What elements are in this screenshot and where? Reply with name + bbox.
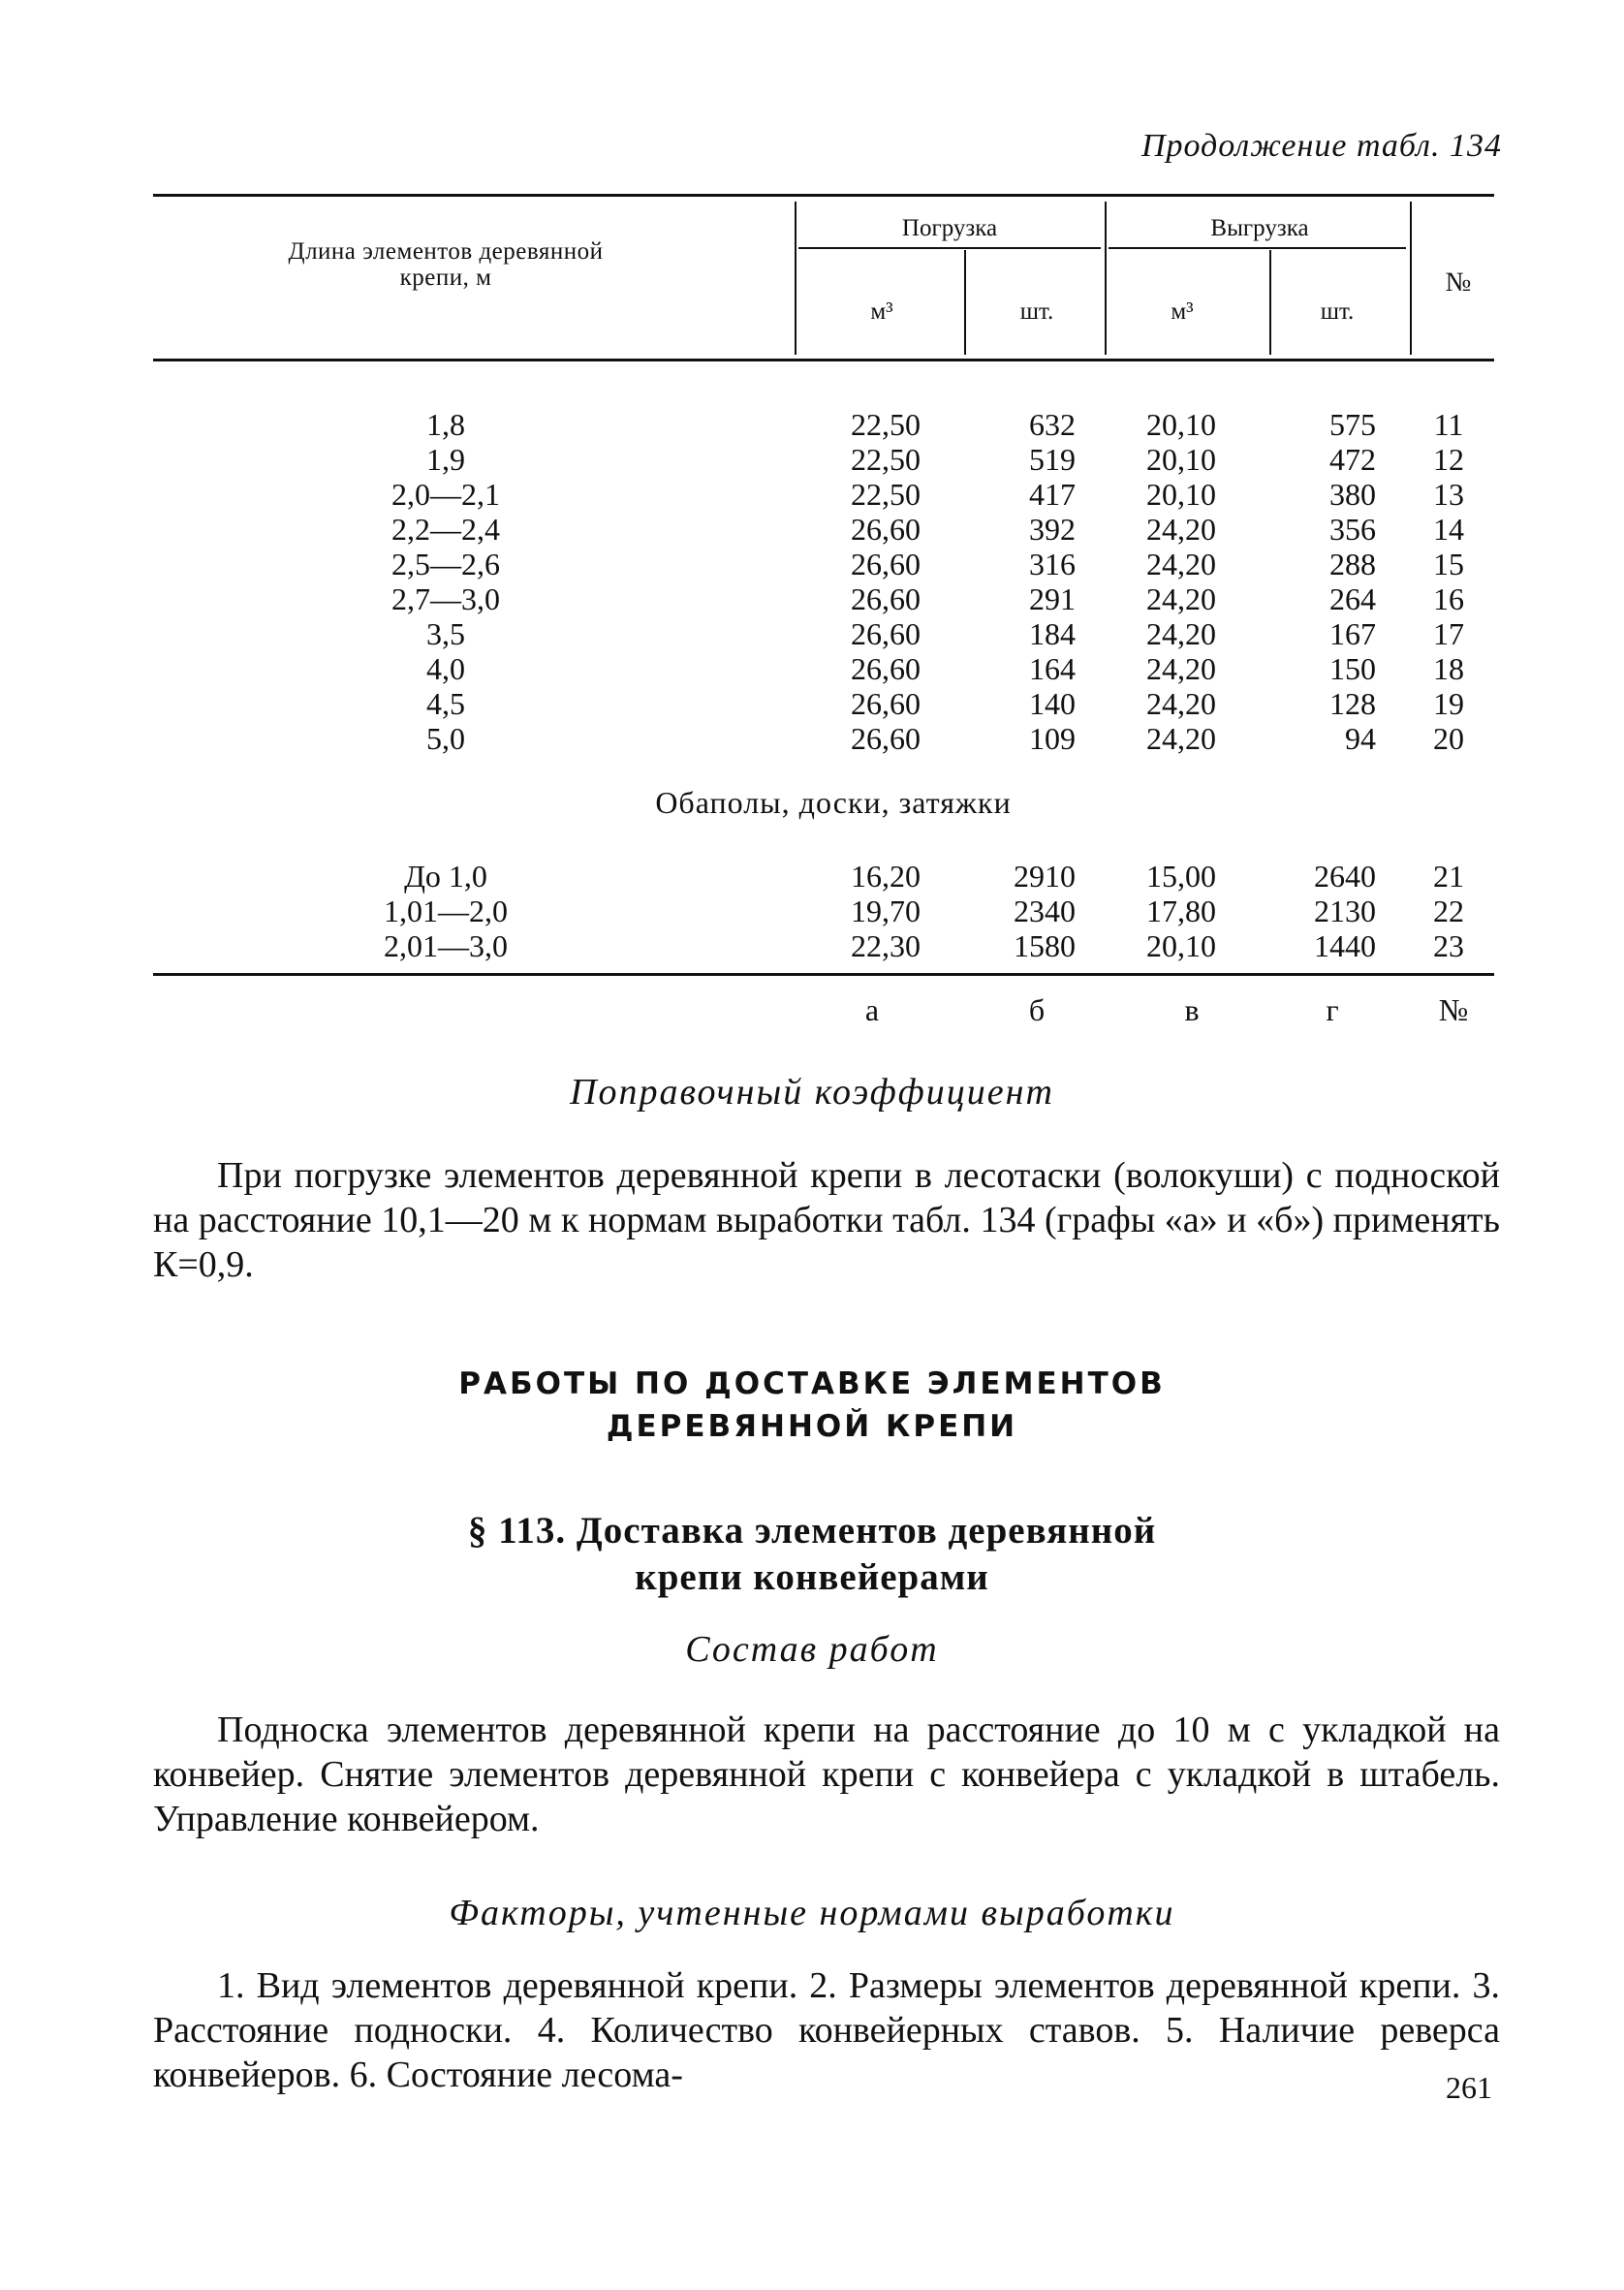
header-divider [1105,202,1107,355]
column-label-b: б [1028,992,1046,1027]
header-divider [795,202,796,355]
cell-b: 316 [1029,547,1076,581]
column-label-g: г [1326,992,1339,1027]
table-row [0,512,1624,547]
column-label-n: № [1438,992,1469,1027]
cell-g: 356 [1329,512,1376,547]
cell-v: 20,10 [1146,928,1216,963]
table-row [0,686,1624,721]
cell-v: 24,20 [1146,721,1216,756]
cell-length: 1,9 [426,442,465,477]
cell-n: 11 [1433,407,1464,442]
cell-g: 150 [1329,651,1376,686]
cell-length: 2,01—3,0 [384,928,508,963]
cell-g: 1440 [1314,928,1376,963]
cell-b: 2910 [1014,859,1076,894]
cell-length: 2,0—2,1 [391,477,500,512]
header-group-rule [798,247,1101,249]
table-row [0,477,1624,512]
cell-g: 288 [1329,547,1376,581]
cell-b: 184 [1029,616,1076,651]
table-continuation-caption: Продолжение табл. 134 [1140,128,1502,164]
page-number: 261 [1446,2070,1492,2105]
cell-n: 20 [1433,721,1464,756]
cell-v: 24,20 [1146,581,1216,616]
cell-v: 24,20 [1146,512,1216,547]
cell-length: 2,7—3,0 [391,581,500,616]
cell-g: 2640 [1314,859,1376,894]
cell-n: 18 [1433,651,1464,686]
section-title-line-2: ДЕРЕВЯННОЙ КРЕПИ [606,1409,1018,1444]
table-row [0,721,1624,756]
cell-b: 2340 [1014,894,1076,928]
header-number: № [1445,267,1472,298]
header-loading: Погрузка [901,215,998,241]
cell-a: 26,60 [851,721,921,756]
cell-g: 264 [1329,581,1376,616]
cell-a: 26,60 [851,512,921,547]
cell-b: 1580 [1014,928,1076,963]
cell-a: 26,60 [851,581,921,616]
cell-g: 575 [1329,407,1376,442]
table-row [0,651,1624,686]
cell-a: 26,60 [851,651,921,686]
cell-n: 17 [1433,616,1464,651]
cell-b: 392 [1029,512,1076,547]
table-row [0,894,1624,928]
cell-a: 22,50 [851,477,921,512]
cell-v: 24,20 [1146,651,1216,686]
cell-a: 26,60 [851,616,921,651]
table-row [0,407,1624,442]
header-unloading: Выгрузка [1210,215,1309,241]
header-loading-m3: м³ [870,298,893,325]
cell-g: 128 [1329,686,1376,721]
cell-a: 22,50 [851,407,921,442]
cell-b: 632 [1029,407,1076,442]
cell-g: 94 [1345,721,1376,756]
header-unloading-m3: м³ [1171,298,1194,325]
cell-b: 519 [1029,442,1076,477]
cell-a: 26,60 [851,547,921,581]
cell-a: 19,70 [851,894,921,928]
header-divider [964,250,966,355]
cell-n: 19 [1433,686,1464,721]
correction-text: При погрузке элементов деревянной крепи в лесотаски (волокуши) с подноской на расстояние 10,1—20 м к нормам выработки табл. 134 (графы «а» и «б») применять К=0,9. [153,1155,1500,1285]
cell-v: 20,10 [1146,442,1216,477]
cell-n: 21 [1433,859,1464,894]
header-divider [1410,202,1412,355]
cell-g: 472 [1329,442,1376,477]
cell-v: 24,20 [1146,547,1216,581]
cell-g: 167 [1329,616,1376,651]
cell-b: 417 [1029,477,1076,512]
factors-title: Факторы, учтенные нормами выработки [449,1893,1175,1933]
table-bottom-rule [153,973,1494,976]
table-column-labels [0,992,1624,1031]
header-length: Длина элементов деревянной крепи, м [288,238,604,291]
cell-v: 24,20 [1146,616,1216,651]
cell-g: 380 [1329,477,1376,512]
cell-a: 22,50 [851,442,921,477]
work-composition-title: Состав работ [685,1629,939,1670]
header-group-rule [1109,247,1406,249]
header-divider [1269,250,1271,355]
cell-g: 2130 [1314,894,1376,928]
cell-n: 23 [1433,928,1464,963]
cell-length: 3,5 [426,616,465,651]
factors-text: 1. Вид элементов деревянной крепи. 2. Размеры элементов деревянной крепи. 3. Расстояние подноски. 4. Количество конвейерных ставов. 5. Наличие реверса конвейеров. 6. Состояние лесома- [153,1965,1500,2095]
cell-v: 20,10 [1146,407,1216,442]
table-row [0,859,1624,894]
cell-n: 15 [1433,547,1464,581]
table-row [0,928,1624,963]
cell-a: 22,30 [851,928,921,963]
cell-b: 109 [1029,721,1076,756]
header-loading-pcs: шт. [1019,298,1054,325]
header-unloading-pcs: шт. [1320,298,1355,325]
section-title-line-1: РАБОТЫ ПО ДОСТАВКЕ ЭЛЕМЕНТОВ [458,1366,1166,1401]
cell-length: 1,01—2,0 [384,894,508,928]
cell-length: 2,5—2,6 [391,547,500,581]
cell-v: 24,20 [1146,686,1216,721]
paragraph-heading-line-2: крепи конвейерами [635,1556,989,1598]
paragraph-heading-line-1: § 113. Доставка элементов деревянной [467,1510,1157,1552]
cell-n: 14 [1433,512,1464,547]
correction-title: Поправочный коэффициент [570,1072,1054,1113]
cell-v: 17,80 [1146,894,1216,928]
column-label-v: в [1184,992,1200,1027]
table-subheading: Обаполы, доски, затяжки [655,785,1012,820]
cell-length: 5,0 [426,721,465,756]
table-row [0,581,1624,616]
cell-b: 291 [1029,581,1076,616]
cell-length: 4,5 [426,686,465,721]
cell-length: До 1,0 [404,859,487,894]
cell-n: 12 [1433,442,1464,477]
table-header-rule [153,359,1494,361]
column-label-a: а [864,992,880,1027]
table-row [0,442,1624,477]
cell-n: 13 [1433,477,1464,512]
cell-length: 1,8 [426,407,465,442]
table-row [0,616,1624,651]
cell-a: 26,60 [851,686,921,721]
cell-a: 16,20 [851,859,921,894]
cell-b: 164 [1029,651,1076,686]
cell-v: 20,10 [1146,477,1216,512]
cell-b: 140 [1029,686,1076,721]
table-top-rule [153,194,1494,197]
cell-n: 16 [1433,581,1464,616]
cell-length: 4,0 [426,651,465,686]
cell-n: 22 [1433,894,1464,928]
work-composition-text: Подноска элементов деревянной крепи на расстояние до 10 м с укладкой на конвейер. Снятие элементов деревянной крепи с конвейера с укладкой в штабель. Управление конвейером. [153,1710,1500,1839]
cell-length: 2,2—2,4 [391,512,500,547]
cell-v: 15,00 [1146,859,1216,894]
table-row [0,547,1624,581]
